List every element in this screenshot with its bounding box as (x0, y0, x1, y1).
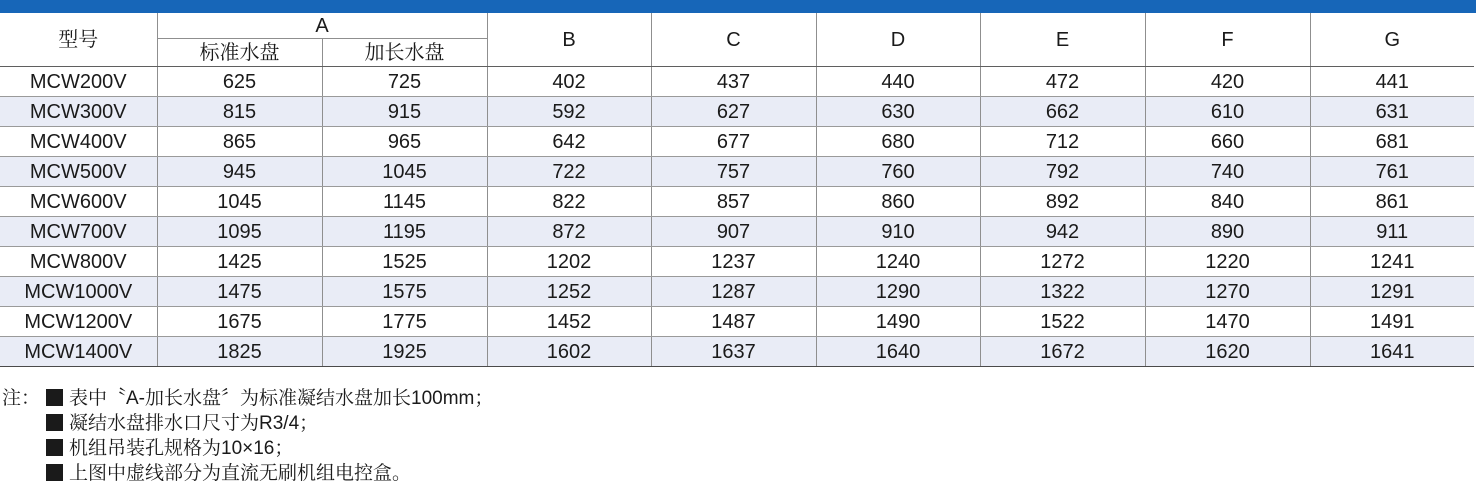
dimension-cell: 942 (980, 217, 1145, 247)
dimension-cell: 1452 (487, 307, 651, 337)
header-col-d: D (816, 13, 980, 67)
dimension-cell: 662 (980, 97, 1145, 127)
dimension-cell: 907 (651, 217, 816, 247)
dimension-cell: 677 (651, 127, 816, 157)
model-cell: MCW400V (0, 127, 157, 157)
table-row (0, 67, 1474, 97)
dimension-cell: 911 (1310, 217, 1474, 247)
dimension-cell: 402 (487, 67, 651, 97)
table-row (0, 337, 1474, 367)
dimension-cell: 1425 (157, 247, 322, 277)
dimension-cell: 1620 (1145, 337, 1310, 367)
note-text: 表中〝A-加长水盘〞为标准凝结水盘加长100mm； (69, 388, 494, 409)
dimension-cell: 915 (322, 97, 487, 127)
dimension-cell: 840 (1145, 187, 1310, 217)
dimension-cell: 861 (1310, 187, 1474, 217)
note-text: 上图中虚线部分为直流无刷机组电控盒。 (69, 463, 412, 484)
dimension-cell: 1491 (1310, 307, 1474, 337)
dimension-cell: 1252 (487, 277, 651, 307)
dimension-cell: 610 (1145, 97, 1310, 127)
dimension-cell: 1095 (157, 217, 322, 247)
header-col-g: G (1310, 13, 1474, 67)
table-row (0, 217, 1474, 247)
dimension-cell: 627 (651, 97, 816, 127)
table-row (0, 187, 1474, 217)
dimension-cell: 1272 (980, 247, 1145, 277)
dimension-cell: 1470 (1145, 307, 1310, 337)
dimension-cell: 1241 (1310, 247, 1474, 277)
dimension-cell: 437 (651, 67, 816, 97)
model-cell: MCW700V (0, 217, 157, 247)
dimension-cell: 1220 (1145, 247, 1310, 277)
dimension-cell: 1825 (157, 337, 322, 367)
dimension-cell: 910 (816, 217, 980, 247)
header-a-group: A (157, 13, 487, 39)
dimension-cell: 1475 (157, 277, 322, 307)
dimension-cell: 815 (157, 97, 322, 127)
table-body (0, 67, 1474, 367)
dimension-cell: 1270 (1145, 277, 1310, 307)
dimension-cell: 740 (1145, 157, 1310, 187)
dimension-cell: 1675 (157, 307, 322, 337)
header-a-standard-pan: 标准水盘 (157, 39, 322, 67)
model-cell: MCW800V (0, 247, 157, 277)
model-cell: MCW200V (0, 67, 157, 97)
dimension-cell: 722 (487, 157, 651, 187)
header-col-c: C (651, 13, 816, 67)
table-row (0, 157, 1474, 187)
dimension-cell: 680 (816, 127, 980, 157)
dimension-cell: 625 (157, 67, 322, 97)
dimension-cell: 892 (980, 187, 1145, 217)
header-col-e: E (980, 13, 1145, 67)
dimension-cell: 1672 (980, 337, 1145, 367)
dimension-cell: 945 (157, 157, 322, 187)
table-row (0, 247, 1474, 277)
model-cell: MCW1400V (0, 337, 157, 367)
dimension-cell: 420 (1145, 67, 1310, 97)
dimension-cell: 872 (487, 217, 651, 247)
dimension-cell: 1322 (980, 277, 1145, 307)
dimension-cell: 1641 (1310, 337, 1474, 367)
dimension-cell: 1490 (816, 307, 980, 337)
dimension-cell: 1602 (487, 337, 651, 367)
dimension-cell: 1525 (322, 247, 487, 277)
dimension-cell: 1775 (322, 307, 487, 337)
table-row (0, 277, 1474, 307)
dimension-cell: 1522 (980, 307, 1145, 337)
dimension-cell: 865 (157, 127, 322, 157)
dimension-cell: 1145 (322, 187, 487, 217)
dimension-cell: 631 (1310, 97, 1474, 127)
table-row (0, 307, 1474, 337)
header-col-b: B (487, 13, 651, 67)
dimension-cell: 1045 (322, 157, 487, 187)
bullet-square-icon (46, 389, 63, 406)
dimension-cell: 1640 (816, 337, 980, 367)
model-cell: MCW1000V (0, 277, 157, 307)
dimension-cell: 822 (487, 187, 651, 217)
dimension-cell: 1287 (651, 277, 816, 307)
note-text: 机组吊装孔规格为10×16； (69, 438, 294, 459)
dimension-cell: 1290 (816, 277, 980, 307)
bullet-square-icon (46, 439, 63, 456)
dimension-cell: 630 (816, 97, 980, 127)
dimension-cell: 1045 (157, 187, 322, 217)
dimension-cell: 472 (980, 67, 1145, 97)
bullet-square-icon (46, 464, 63, 481)
top-accent-bar (0, 0, 1476, 13)
dimension-cell: 760 (816, 157, 980, 187)
dimension-cell: 1487 (651, 307, 816, 337)
dimension-cell: 440 (816, 67, 980, 97)
dimension-cell: 681 (1310, 127, 1474, 157)
dimension-cell: 1202 (487, 247, 651, 277)
dimension-cell: 1637 (651, 337, 816, 367)
dimension-cell: 441 (1310, 67, 1474, 97)
dimension-cell: 712 (980, 127, 1145, 157)
dimension-cell: 860 (816, 187, 980, 217)
dimension-cell: 725 (322, 67, 487, 97)
bullet-square-icon (46, 414, 63, 431)
model-cell: MCW300V (0, 97, 157, 127)
model-cell: MCW1200V (0, 307, 157, 337)
dimension-cell: 1237 (651, 247, 816, 277)
dimension-cell: 857 (651, 187, 816, 217)
dimension-cell: 1575 (322, 277, 487, 307)
dimension-cell: 761 (1310, 157, 1474, 187)
dimension-cell: 757 (651, 157, 816, 187)
table-row (0, 97, 1474, 127)
dimension-cell: 1240 (816, 247, 980, 277)
dimension-cell: 1195 (322, 217, 487, 247)
dimension-cell: 642 (487, 127, 651, 157)
dimension-cell: 660 (1145, 127, 1310, 157)
model-cell: MCW600V (0, 187, 157, 217)
dimension-cell: 965 (322, 127, 487, 157)
dimension-cell: 1925 (322, 337, 487, 367)
spec-table (0, 13, 1474, 367)
dimension-cell: 592 (487, 97, 651, 127)
dimension-cell: 792 (980, 157, 1145, 187)
dimension-cell: 1291 (1310, 277, 1474, 307)
note-text: 凝结水盘排水口尺寸为R3/4； (69, 413, 319, 434)
header-a-extended-pan: 加长水盘 (322, 39, 487, 67)
header-model: 型号 (0, 13, 157, 67)
notes-prefix: 注： (2, 388, 41, 409)
table-row (0, 127, 1474, 157)
dimension-cell: 890 (1145, 217, 1310, 247)
model-cell: MCW500V (0, 157, 157, 187)
header-col-f: F (1145, 13, 1310, 67)
